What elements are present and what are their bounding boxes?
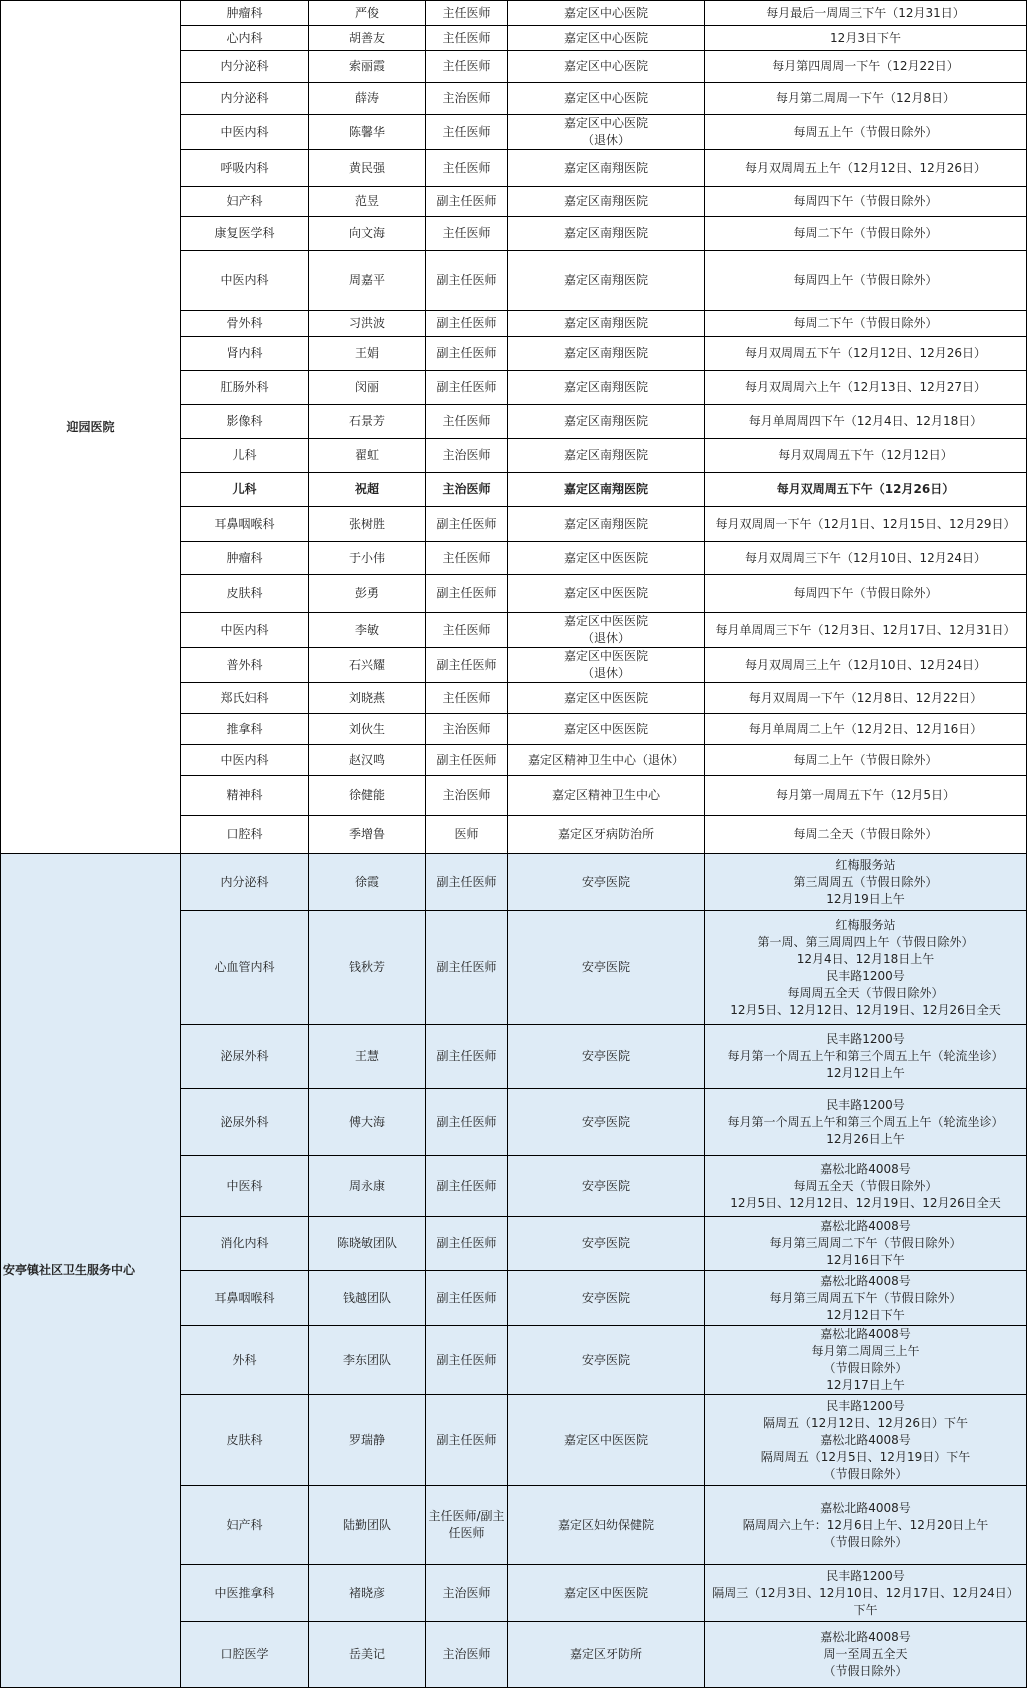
title-cell: 主任医师 [426, 51, 508, 83]
hospital-cell [508, 575, 705, 613]
hospital-cell [508, 187, 705, 217]
schedule-cell [705, 1089, 1027, 1156]
schedule-line: 嘉松北路4008号 [820, 1432, 911, 1447]
hospital-cell [508, 371, 705, 405]
hospital-line: 嘉定区南翔医院 [563, 516, 648, 531]
title-cell: 主治医师 [426, 83, 508, 115]
schedule-line: 每月单周周四下午（12月4日、12月18日） [748, 414, 983, 428]
doctor-cell: 闵丽 [309, 371, 426, 405]
title-cell: 主治医师 [426, 714, 508, 745]
hospital-cell [508, 507, 705, 542]
hospital-line: 嘉定区南翔医院 [563, 316, 648, 330]
doctor-cell: 傅大海 [309, 1089, 426, 1156]
schedule-line: 嘉松北路4008号 [820, 1500, 911, 1515]
hospital-cell [508, 1565, 705, 1622]
title-cell: 副主任医师 [426, 648, 508, 683]
hospital-line: 嘉定区中医医院 [563, 690, 648, 705]
title-cell: 主任医师 [426, 613, 508, 648]
department-cell: 消化内科 [181, 1217, 309, 1271]
title-cell: 副主任医师 [426, 1395, 508, 1486]
schedule-line: 每月双周周五上午（12月12日、12月26日） [744, 160, 987, 175]
doctor-cell: 祝超 [309, 473, 426, 507]
title-cell: 主治医师 [426, 1565, 508, 1622]
hospital-cell [508, 1486, 705, 1565]
schedule-line: 每月第四周周一下午（12月22日） [772, 59, 959, 73]
hospital-cell [508, 1395, 705, 1486]
doctor-cell: 赵汉鸣 [309, 745, 426, 776]
hospital-line: 嘉定区中医医院 [563, 721, 648, 736]
hospital-line: 嘉定区中医医院 [563, 1585, 648, 1600]
schedule-line: 每月双周周三下午（12月10日、12月24日） [744, 550, 987, 565]
doctor-cell: 胡善友 [309, 26, 426, 51]
doctor-cell: 李东团队 [309, 1326, 426, 1395]
schedule-line: 每周二全天（节假日除外） [793, 827, 938, 841]
department-cell: 郑氏妇科 [181, 683, 309, 714]
schedule-cell [705, 187, 1027, 217]
department-cell: 儿科 [181, 439, 309, 473]
doctor-cell: 范昱 [309, 187, 426, 217]
schedule-line: 12月5日、12月12日、12月19日、12月26日全天 [730, 1002, 1001, 1017]
schedule-line: 民丰路1200号 [826, 1398, 905, 1413]
hospital-line: （退休） [581, 666, 630, 680]
department-cell: 中医推拿科 [181, 1565, 309, 1622]
hospital-cell [508, 1025, 705, 1089]
hospital-cell [508, 1271, 705, 1326]
schedule-cell [705, 150, 1027, 187]
schedule-line: 12月5日、12月12日、12月19日、12月26日全天 [730, 1195, 1001, 1210]
doctor-cell: 习洪波 [309, 311, 426, 337]
schedule-line: 12月26日上午 [826, 1131, 905, 1146]
title-cell: 副主任医师 [426, 251, 508, 311]
department-cell: 儿科 [181, 473, 309, 507]
schedule-line: （节假日除外） [823, 1664, 908, 1678]
schedule-cell [705, 613, 1027, 648]
doctor-cell: 于小伟 [309, 542, 426, 575]
hospital-cell [508, 683, 705, 714]
schedule-line: 民丰路1200号 [826, 968, 905, 983]
doctor-cell: 薛涛 [309, 83, 426, 115]
hospital-cell [508, 714, 705, 745]
hospital-line: 嘉定区中心医院 [563, 30, 648, 45]
title-cell: 主治医师 [426, 439, 508, 473]
hospital-cell [508, 251, 705, 311]
doctor-cell: 徐健能 [309, 776, 426, 816]
department-cell: 肿瘤科 [181, 1, 309, 26]
hospital-line: 嘉定区中医医院 [563, 586, 648, 600]
hospital-line: 安亭医院 [581, 1290, 630, 1305]
department-cell: 中医内科 [181, 251, 309, 311]
department-cell: 中医科 [181, 1156, 309, 1217]
schedule-cell [705, 371, 1027, 405]
schedule-line: 每周五上午（节假日除外） [793, 124, 938, 139]
hospital-cell [508, 115, 705, 150]
hospital-cell [508, 337, 705, 371]
hospital-line: 嘉定区中心医院 [563, 59, 648, 73]
hospital-cell [508, 648, 705, 683]
hospital-cell [508, 1089, 705, 1156]
title-cell: 主任医师 [426, 542, 508, 575]
hospital-line: 嘉定区南翔医院 [563, 448, 648, 462]
schedule-line: 每周二下午（节假日除外） [793, 226, 938, 240]
hospital-line: 嘉定区南翔医院 [563, 226, 648, 240]
schedule-cell [705, 854, 1027, 911]
hospital-cell [508, 405, 705, 439]
doctor-cell: 王慧 [309, 1025, 426, 1089]
schedule-line: 每周二上午（节假日除外） [793, 752, 938, 767]
hospital-line: 安亭医院 [581, 1236, 630, 1250]
hospital-cell [508, 613, 705, 648]
schedule-line: 每周四下午（节假日除外） [793, 586, 938, 600]
hospital-cell [508, 217, 705, 251]
schedule-line: 隔周五（12月12日、12月26日）下午 [762, 1415, 969, 1430]
department-cell: 内分泌科 [181, 83, 309, 115]
schedule-cell [705, 542, 1027, 575]
schedule-line: 每周二下午（节假日除外） [793, 316, 938, 330]
schedule-line: 每月第二周周一下午（12月8日） [776, 91, 955, 105]
department-cell: 推拿科 [181, 714, 309, 745]
doctor-cell: 陈晓敏团队 [309, 1217, 426, 1271]
schedule-line: 12月4日、12月18日上午 [796, 951, 935, 966]
schedule-cell [705, 911, 1027, 1025]
hospital-cell [508, 911, 705, 1025]
schedule-line: 每月第三周周二下午（节假日除外） [769, 1236, 962, 1250]
doctor-cell: 石兴耀 [309, 648, 426, 683]
doctor-cell: 向文海 [309, 217, 426, 251]
department-cell: 中医内科 [181, 613, 309, 648]
schedule-line: 每周四下午（节假日除外） [793, 194, 938, 208]
table-row [1, 854, 1027, 911]
schedule-line: 12月17日上午 [826, 1378, 905, 1392]
schedule-cell [705, 575, 1027, 613]
department-cell: 影像科 [181, 405, 309, 439]
doctor-cell: 严俊 [309, 1, 426, 26]
schedule-line: 嘉松北路4008号 [820, 1273, 911, 1288]
title-cell: 主任医师 [426, 26, 508, 51]
schedule-cell [705, 1395, 1027, 1486]
schedule-line: 12月12日上午 [826, 1066, 905, 1080]
doctor-cell: 刘伙生 [309, 714, 426, 745]
hospital-line: 嘉定区南翔医院 [563, 414, 648, 428]
department-cell: 耳鼻咽喉科 [181, 1271, 309, 1326]
doctor-cell: 王娟 [309, 337, 426, 371]
schedule-line: 嘉松北路4008号 [820, 1630, 911, 1644]
department-cell: 外科 [181, 1326, 309, 1395]
title-cell: 主任医师 [426, 150, 508, 187]
institution-cell: 安亭镇社区卫生服务中心 [1, 854, 181, 1688]
department-cell: 口腔医学 [181, 1622, 309, 1688]
hospital-cell [508, 473, 705, 507]
schedule-line: 12月12日下午 [826, 1307, 905, 1322]
schedule-line: 每月第一个周五上午和第三个周五上午（轮流坐诊） [727, 1114, 1004, 1129]
schedule-line: 民丰路1200号 [826, 1032, 905, 1046]
hospital-cell [508, 816, 705, 854]
title-cell: 副主任医师 [426, 371, 508, 405]
hospital-cell [508, 745, 705, 776]
department-cell: 泌尿外科 [181, 1025, 309, 1089]
hospital-line: 安亭医院 [581, 1352, 630, 1367]
schedule-line: 每月第三周周五下午（节假日除外） [769, 1290, 962, 1305]
title-cell: 主任医师 [426, 1, 508, 26]
schedule-cell [705, 251, 1027, 311]
doctor-cell: 岳美记 [309, 1622, 426, 1688]
title-cell: 副主任医师 [426, 575, 508, 613]
schedule-line: 每周周五全天（节假日除外） [787, 985, 944, 1000]
title-cell: 副主任医师 [426, 1089, 508, 1156]
title-cell: 主治医师 [426, 1622, 508, 1688]
schedule-line: 隔周周六上午：12月6日上午、12月20日上午 [742, 1517, 989, 1532]
hospital-cell [508, 1, 705, 26]
hospital-line: 嘉定区南翔医院 [563, 380, 648, 394]
schedule-cell [705, 714, 1027, 745]
hospital-line: 嘉定区牙病防治所 [557, 827, 654, 841]
group-yingyuan [1, 1, 1027, 854]
schedule-line: （节假日除外） [823, 1361, 908, 1375]
department-cell: 呼吸内科 [181, 150, 309, 187]
hospital-cell [508, 150, 705, 187]
department-cell: 精神科 [181, 776, 309, 816]
title-cell: 主任医师 [426, 217, 508, 251]
hospital-line: 嘉定区妇幼保健院 [557, 1517, 654, 1532]
schedule-line: 隔周周五（12月5日、12月19日）下午 [760, 1449, 971, 1464]
hospital-line: 嘉定区南翔医院 [563, 194, 648, 208]
doctor-cell: 钱越团队 [309, 1271, 426, 1326]
department-cell: 肿瘤科 [181, 542, 309, 575]
schedule-line: 隔周三（12月3日、12月10日、12月17日、12月24日） [712, 1585, 1019, 1600]
schedule-cell [705, 1156, 1027, 1217]
hospital-line: 嘉定区中心医院 [563, 91, 648, 105]
title-cell: 副主任医师 [426, 507, 508, 542]
schedule-cell [705, 1565, 1027, 1622]
schedule-line: 民丰路1200号 [826, 1568, 905, 1583]
doctor-cell: 钱秋芳 [309, 911, 426, 1025]
hospital-line: 嘉定区中心医院 [563, 5, 648, 20]
hospital-line: 嘉定区中医医院 [563, 614, 648, 628]
hospital-line: 嘉定区精神卫生中心（退休） [527, 752, 684, 767]
hospital-line: 嘉定区南翔医院 [563, 482, 648, 496]
schedule-line: 12月19日上午 [826, 891, 905, 906]
doctor-cell: 徐霞 [309, 854, 426, 911]
hospital-line: 嘉定区中医医院 [563, 649, 648, 663]
schedule-line: 嘉松北路4008号 [820, 1327, 911, 1341]
schedule-line: 每月双周周一下午（12月1日、12月15日、12月29日） [715, 516, 1016, 531]
schedule-cell [705, 439, 1027, 473]
schedule-cell [705, 1326, 1027, 1395]
title-cell: 副主任医师 [426, 911, 508, 1025]
hospital-line: 安亭医院 [581, 1114, 630, 1129]
schedule-cell [705, 1271, 1027, 1326]
department-cell: 口腔科 [181, 816, 309, 854]
department-cell: 耳鼻咽喉科 [181, 507, 309, 542]
schedule-line: 每月第一周周五下午（12月5日） [776, 788, 955, 802]
title-cell: 副主任医师 [426, 1217, 508, 1271]
hospital-cell [508, 51, 705, 83]
schedule-line: 每周五全天（节假日除外） [793, 1178, 938, 1193]
title-cell: 副主任医师 [426, 745, 508, 776]
schedule-cell [705, 745, 1027, 776]
title-cell: 副主任医师 [426, 187, 508, 217]
schedule-cell [705, 816, 1027, 854]
schedule-cell [705, 1, 1027, 26]
department-cell: 肛肠外科 [181, 371, 309, 405]
table-row [1, 1, 1027, 26]
schedule-line: 第一周、第三周周四上午（节假日除外） [757, 934, 974, 949]
hospital-line: 安亭医院 [581, 874, 630, 889]
doctor-cell: 褚晓彦 [309, 1565, 426, 1622]
hospital-line: 嘉定区中医医院 [563, 550, 648, 565]
hospital-cell [508, 1622, 705, 1688]
hospital-line: 嘉定区南翔医院 [563, 273, 648, 287]
schedule-cell [705, 115, 1027, 150]
department-cell: 泌尿外科 [181, 1089, 309, 1156]
hospital-cell [508, 1156, 705, 1217]
schedule-cell [705, 683, 1027, 714]
title-cell: 副主任医师 [426, 1156, 508, 1217]
hospital-line: 安亭医院 [581, 960, 630, 974]
hospital-line: 安亭医院 [581, 1178, 630, 1193]
group-anting [1, 854, 1027, 1688]
institution-cell: 迎园医院 [1, 1, 181, 854]
department-cell: 内分泌科 [181, 854, 309, 911]
schedule-line: 每月双周周五下午（12月12日、12月26日） [744, 346, 987, 360]
hospital-cell [508, 776, 705, 816]
schedule-line: 每月第一个周五上午和第三个周五上午（轮流坐诊） [727, 1049, 1004, 1063]
schedule-line: 嘉松北路4008号 [820, 1161, 911, 1176]
schedule-cell [705, 83, 1027, 115]
schedule-line: 每月双周周三上午（12月10日、12月24日） [744, 657, 987, 672]
title-cell: 副主任医师 [426, 311, 508, 337]
department-cell: 中医内科 [181, 745, 309, 776]
schedule-cell [705, 1486, 1027, 1565]
schedule-cell [705, 217, 1027, 251]
schedule-line: 民丰路1200号 [826, 1097, 905, 1112]
doctor-cell: 季增鲁 [309, 816, 426, 854]
doctor-cell: 彭勇 [309, 575, 426, 613]
schedule-line: 每周四上午（节假日除外） [793, 273, 938, 287]
department-cell: 皮肤科 [181, 1395, 309, 1486]
schedule-line: 12月3日下午 [830, 30, 901, 45]
schedule-cell [705, 1622, 1027, 1688]
doctor-cell: 罗瑞静 [309, 1395, 426, 1486]
schedule-line: 红梅服务站 [835, 917, 896, 932]
hospital-cell [508, 311, 705, 337]
hospital-cell [508, 439, 705, 473]
hospital-cell [508, 854, 705, 911]
doctor-cell: 李敏 [309, 613, 426, 648]
hospital-line: 安亭医院 [581, 1049, 630, 1063]
schedule-cell [705, 1025, 1027, 1089]
schedule-cell [705, 311, 1027, 337]
schedule-line: 红梅服务站 [835, 857, 896, 872]
schedule-line: 第三周周五（节假日除外） [793, 874, 938, 889]
doctor-cell: 周永康 [309, 1156, 426, 1217]
department-cell: 中医内科 [181, 115, 309, 150]
hospital-cell [508, 83, 705, 115]
schedule-line: 周一至周五全天 [823, 1647, 908, 1661]
schedule-line: 每月双周周一下午（12月8日、12月22日） [748, 690, 983, 705]
title-cell: 主任医师 [426, 683, 508, 714]
schedule-line: 每月单周周三下午（12月3日、12月17日、12月31日） [715, 622, 1016, 637]
department-cell: 康复医学科 [181, 217, 309, 251]
hospital-line: 嘉定区南翔医院 [563, 346, 648, 360]
doctor-cell: 翟虹 [309, 439, 426, 473]
hospital-cell [508, 542, 705, 575]
schedule-line: 每月第二周周三上午 [811, 1344, 920, 1358]
hospital-line: 嘉定区精神卫生中心 [551, 788, 660, 802]
title-cell: 副主任医师 [426, 337, 508, 371]
department-cell: 肾内科 [181, 337, 309, 371]
hospital-line: 嘉定区中心医院 [563, 116, 648, 130]
title-cell: 主任医师 [426, 115, 508, 150]
title-cell: 主任医师 [426, 405, 508, 439]
department-cell: 骨外科 [181, 311, 309, 337]
title-cell: 副主任医师 [426, 1025, 508, 1089]
doctor-cell: 周嘉平 [309, 251, 426, 311]
hospital-line: 嘉定区南翔医院 [563, 160, 648, 175]
schedule-line: 每月双周周五下午（12月12日） [778, 448, 953, 462]
doctor-cell: 石景芳 [309, 405, 426, 439]
title-cell: 主治医师 [426, 776, 508, 816]
hospital-line: （退休） [581, 631, 630, 645]
hospital-cell [508, 1326, 705, 1395]
hospital-line: 嘉定区牙防所 [569, 1647, 642, 1661]
department-cell: 心血管内科 [181, 911, 309, 1025]
schedule-line: 嘉松北路4008号 [820, 1219, 911, 1233]
schedule-cell [705, 1217, 1027, 1271]
title-cell: 副主任医师 [426, 854, 508, 911]
doctor-cell: 陆勤团队 [309, 1486, 426, 1565]
title-cell: 主治医师 [426, 473, 508, 507]
schedule-cell [705, 648, 1027, 683]
schedule-cell [705, 507, 1027, 542]
department-cell: 妇产科 [181, 1486, 309, 1565]
hospital-cell [508, 26, 705, 51]
doctor-cell: 陈馨华 [309, 115, 426, 150]
department-cell: 内分泌科 [181, 51, 309, 83]
hospital-cell [508, 1217, 705, 1271]
schedule-line: （节假日除外） [823, 1534, 908, 1549]
schedule-line: 每月双周周五下午（12月26日） [776, 482, 955, 496]
hospital-line: 嘉定区中医医院 [563, 1432, 648, 1447]
schedule-cell [705, 776, 1027, 816]
schedule-line: 下午 [853, 1602, 878, 1617]
title-cell: 医师 [426, 816, 508, 854]
schedule-line: 每月双周周六上午（12月13日、12月27日） [744, 380, 987, 394]
doctor-cell: 索丽霞 [309, 51, 426, 83]
doctor-cell: 张树胜 [309, 507, 426, 542]
schedule-line: 每月单周周二上午（12月2日、12月16日） [748, 721, 983, 736]
schedule-cell [705, 405, 1027, 439]
title-cell: 主任医师/副主任医师 [426, 1486, 508, 1565]
department-cell: 妇产科 [181, 187, 309, 217]
doctor-cell: 刘晓燕 [309, 683, 426, 714]
schedule-line: 12月16日下午 [826, 1253, 905, 1267]
department-cell: 普外科 [181, 648, 309, 683]
department-cell: 皮肤科 [181, 575, 309, 613]
schedule-cell [705, 337, 1027, 371]
department-cell: 心内科 [181, 26, 309, 51]
schedule-cell [705, 51, 1027, 83]
schedule-cell [705, 473, 1027, 507]
schedule-line: 每月最后一周周三下午（12月31日） [766, 5, 965, 20]
doctor-cell: 黄民强 [309, 150, 426, 187]
schedule-cell [705, 26, 1027, 51]
hospital-line: （退休） [581, 133, 630, 147]
title-cell: 副主任医师 [426, 1271, 508, 1326]
title-cell: 副主任医师 [426, 1326, 508, 1395]
schedule-line: （节假日除外） [823, 1466, 908, 1481]
